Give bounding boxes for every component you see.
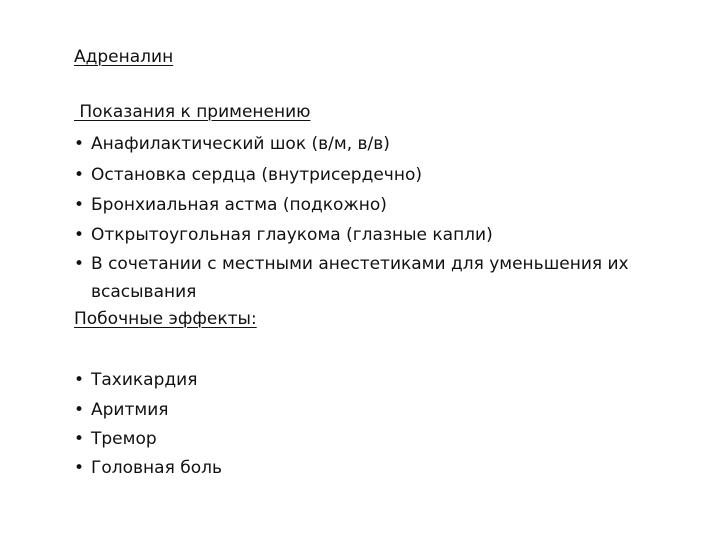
bullet-icon: • xyxy=(74,225,85,245)
list-item-text: Тахикардия xyxy=(91,370,198,390)
list-item-text: Анафилактический шок (в/м, в/в) xyxy=(91,134,390,154)
list-item-text: Тремор xyxy=(91,429,157,449)
list-item-text: Аритмия xyxy=(91,400,169,420)
list-item-text: В сочетании с местными анестетиками для уменьшения их всасывания xyxy=(91,254,629,302)
drug-title: Адреналин xyxy=(74,47,174,67)
bullet-icon: • xyxy=(74,165,85,185)
side-effects-heading: Побочные эффекты: xyxy=(74,309,257,329)
bullet-icon: • xyxy=(74,400,85,420)
bullet-icon: • xyxy=(74,254,85,274)
list-item-text: Остановка сердца (внутрисердечно) xyxy=(91,165,422,185)
bullet-icon: • xyxy=(74,370,85,390)
list-item-text: Бронхиальная астма (подкожно) xyxy=(91,195,387,215)
bullet-icon: • xyxy=(74,458,85,478)
bullet-icon: • xyxy=(74,195,85,215)
list-item-text: Головная боль xyxy=(91,458,222,478)
list-item-text: Открытоугольная глаукома (глазные капли) xyxy=(91,225,493,245)
bullet-icon: • xyxy=(74,134,85,154)
indications-heading: Показания к применению xyxy=(74,102,311,122)
bullet-icon: • xyxy=(74,429,85,449)
